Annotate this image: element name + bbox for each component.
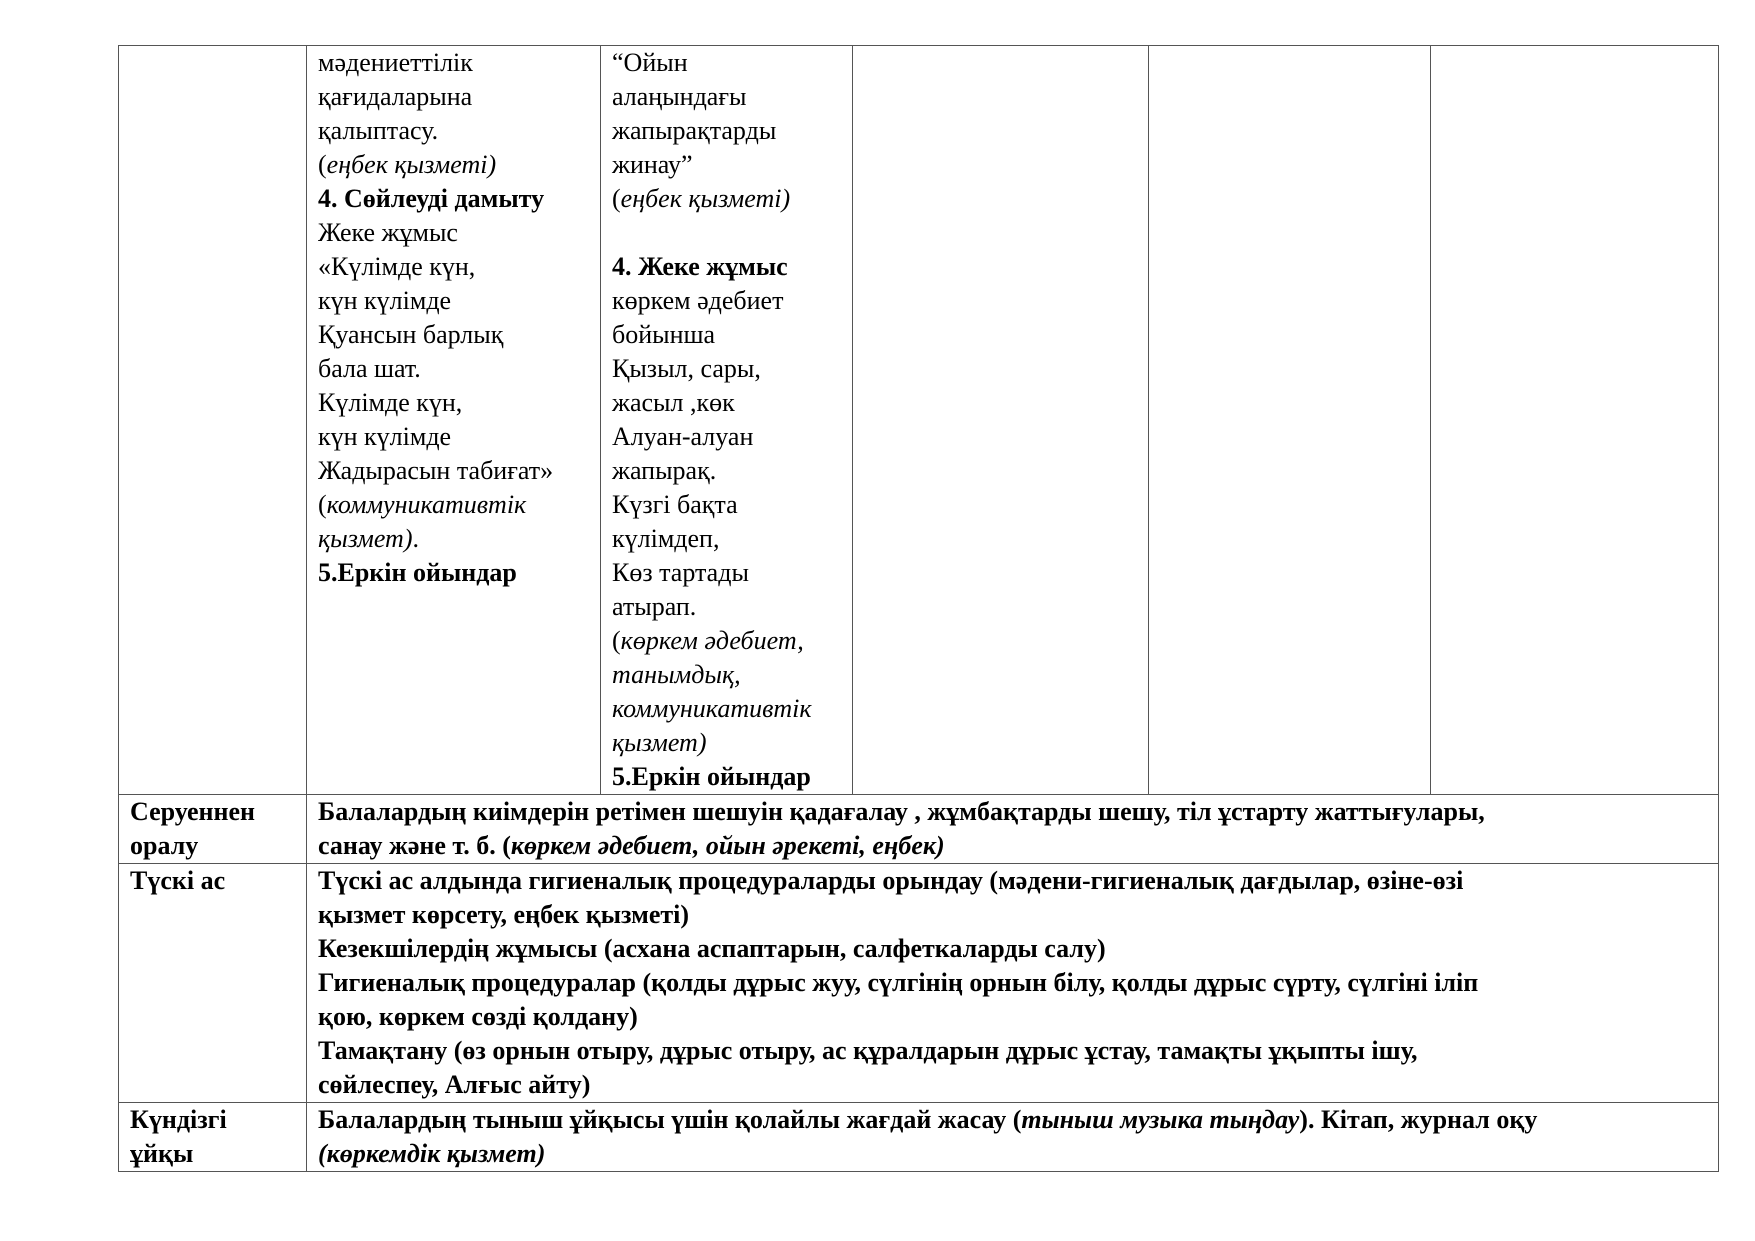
label-line: Күндізгі xyxy=(130,1105,227,1134)
poem-line: күлімдеп, xyxy=(612,524,720,553)
text-line: Балалардың киімдерін ретімен шешуін қадағалау , жұмбақтарды шешу, тіл ұстарту жаттығулары, xyxy=(318,797,1485,826)
schedule-table xyxy=(118,45,1719,1172)
poem-line: атырап. xyxy=(612,592,697,621)
poem-line: бала шат. xyxy=(318,354,421,383)
label-line: ұйқы xyxy=(130,1139,194,1168)
poem-line: жасыл ,көк xyxy=(612,388,735,417)
label-line: оралу xyxy=(130,831,199,860)
activities-row xyxy=(119,46,1719,795)
activity-cell-col3 xyxy=(601,46,853,795)
text-line: (коммуникативтік xyxy=(318,490,527,519)
poem-line: күн күлімде xyxy=(318,422,452,451)
poem-line: Жадырасын табиғат» xyxy=(318,456,554,485)
poem-line: «Күлімде күн, xyxy=(318,252,476,281)
text-line: (еңбек қызметі) xyxy=(612,184,791,213)
text-line: (көркемдік қызмет) xyxy=(318,1139,546,1168)
poem-line: Алуан-алуан xyxy=(612,422,754,451)
poem-line: Күзгі бақта xyxy=(612,490,738,519)
text-line: танымдық, xyxy=(612,660,741,689)
daytime-sleep-content xyxy=(307,1103,1719,1172)
label-line: Түскі ас xyxy=(130,866,226,895)
poem-line: Қызыл, сары, xyxy=(612,354,761,383)
text-line: Балалардың тыныш ұйқысы үшін қолайлы жағдай жасау (тыныш музыка тыңдау). Кітап, журнал оқу xyxy=(318,1105,1538,1134)
text-line: Түскі ас алдында гигиеналық процедураларды орындау (мәдени-гигиеналық дағдылар, өзіне-өзі xyxy=(318,866,1464,895)
blank-line xyxy=(612,216,844,250)
text-line: қою, көркем сөзді қолдану) xyxy=(318,1002,638,1031)
text-line: Кезекшілердің жұмысы (асхана аспаптарын, салфеткаларды салу) xyxy=(318,934,1106,963)
section-heading: 5.Еркін ойындар xyxy=(612,762,811,791)
text-line: қағидаларына xyxy=(318,82,473,111)
text-line: қалыптасу. xyxy=(318,116,439,145)
text-line: (көркем әдебиет, xyxy=(612,626,804,655)
poem-line: жапырақ. xyxy=(612,456,717,485)
section-heading: 5.Еркін ойындар xyxy=(318,558,517,587)
text-line: Гигиеналық процедуралар (қолды дұрыс жуу, сүлгінің орнын білу, қолды дұрыс сүрту, сүлгіні іліп xyxy=(318,968,1479,997)
text-line: бойынша xyxy=(612,320,716,349)
lunch-row xyxy=(119,864,1719,1103)
section-heading: 4. Сөйлеуді дамыту xyxy=(318,184,545,213)
row-label-cell-empty xyxy=(119,46,307,795)
text-line: жапырақтарды xyxy=(612,116,777,145)
return-from-walk-content xyxy=(307,795,1719,864)
return-from-walk-row xyxy=(119,795,1719,864)
text-line: жинау” xyxy=(612,150,693,179)
poem-line: күн күлімде xyxy=(318,286,452,315)
poem-line: Күлімде күн, xyxy=(318,388,463,417)
label-line: Серуеннен xyxy=(130,797,255,826)
text-line: қызмет). xyxy=(318,524,419,553)
poem-line: Қуансын барлық xyxy=(318,320,504,349)
text-line: коммуникативтік xyxy=(612,694,812,723)
text-line: (еңбек қызметі) xyxy=(318,150,497,179)
lunch-content xyxy=(307,864,1719,1103)
text-line: қызмет көрсету, еңбек қызметі) xyxy=(318,900,690,929)
poem-line: Көз тартады xyxy=(612,558,749,587)
text-line: алаңындағы xyxy=(612,82,747,111)
activity-cell-col5-empty xyxy=(1149,46,1431,795)
activity-cell-col6-empty xyxy=(1431,46,1719,795)
row-label-daytime-sleep xyxy=(119,1103,307,1172)
text-line: сөйлеспеу, Алғыс айту) xyxy=(318,1070,591,1099)
text-line: мәдениеттілік xyxy=(318,48,473,77)
text-line: “Ойын xyxy=(612,48,688,77)
text-line: Жеке жұмыс xyxy=(318,218,458,247)
daytime-sleep-row xyxy=(119,1103,1719,1172)
section-heading: 4. Жеке жұмыс xyxy=(612,252,788,281)
row-label-return-from-walk xyxy=(119,795,307,864)
row-label-lunch xyxy=(119,864,307,1103)
activity-cell-col4-empty xyxy=(853,46,1149,795)
activity-cell-col2 xyxy=(307,46,601,795)
text-line: қызмет) xyxy=(612,728,707,757)
text-line: санау және т. б. (көркем әдебиет, ойын әрекеті, еңбек) xyxy=(318,831,945,860)
text-line: көркем әдебиет xyxy=(612,286,784,315)
text-line: Тамақтану (өз орнын отыру, дұрыс отыру, ас құралдарын дұрыс ұстау, тамақты ұқыпты ішу, xyxy=(318,1036,1418,1065)
